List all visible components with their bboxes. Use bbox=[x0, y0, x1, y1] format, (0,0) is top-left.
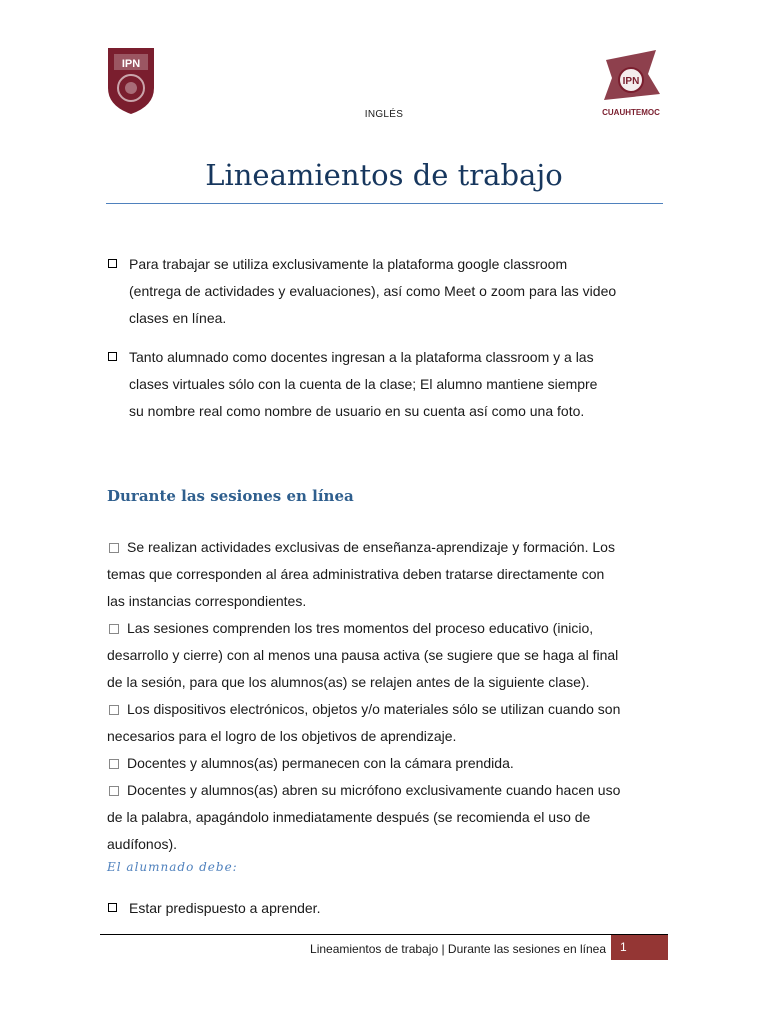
checkbox-bullet-icon bbox=[108, 903, 117, 912]
footer-rule bbox=[100, 934, 668, 935]
square-bullet-icon bbox=[109, 543, 119, 553]
logo-left-text: IPN bbox=[121, 58, 141, 70]
footer-text: Lineamientos de trabajo | Durante las sesiones en línea bbox=[310, 942, 606, 956]
bullet-line: su nombre real como nombre de usuario en su cuenta así como una foto. bbox=[129, 403, 585, 419]
session-line: de la sesión, para que los alumnos(as) se relajen antes de la siguiente clase). bbox=[107, 674, 590, 690]
session-line: Los dispositivos electrónicos, objetos y/o materiales sólo se utilizan cuando son bbox=[127, 701, 621, 717]
square-bullet-icon bbox=[109, 786, 119, 796]
subheading: El alumnado debe: bbox=[107, 860, 238, 874]
header-label: INGLÉS bbox=[364, 109, 404, 120]
bullet-line: Estar predispuesto a aprender. bbox=[129, 900, 321, 916]
logo-right-caption: CUAUHTEMOC bbox=[602, 108, 660, 117]
session-line: audífonos). bbox=[107, 836, 178, 852]
checkbox-bullet-icon bbox=[108, 352, 117, 361]
square-bullet-icon bbox=[109, 705, 119, 715]
document-title: Lineamientos de trabajo bbox=[205, 158, 563, 192]
bullet-line: Para trabajar se utiliza exclusivamente la plataforma google classroom bbox=[129, 256, 568, 272]
page-number: 1 bbox=[620, 940, 627, 954]
square-bullet-icon bbox=[109, 759, 119, 769]
bullet-item-predisposed bbox=[108, 895, 668, 922]
title-underline bbox=[106, 203, 663, 204]
session-item bbox=[107, 696, 667, 750]
session-line: Las sesiones comprenden los tres momentos del proceso educativo (inicio, bbox=[127, 620, 594, 636]
bullet-item-account bbox=[108, 344, 668, 425]
bullet-line: clases virtuales sólo con la cuenta de la clase; El alumno mantiene siempre bbox=[129, 376, 598, 392]
bullet-line: (entrega de actividades y evaluaciones), así como Meet o zoom para las video bbox=[129, 283, 617, 299]
checkbox-bullet-icon bbox=[108, 259, 117, 268]
session-item bbox=[107, 615, 667, 696]
session-line: de la palabra, apagándolo inmediatamente después (se recomienda el uso de bbox=[107, 809, 591, 825]
session-line: temas que corresponden al área administrativa deben tratarse directamente con bbox=[107, 566, 605, 582]
ipn-shield-logo bbox=[104, 44, 158, 116]
bullet-line: Tanto alumnado como docentes ingresan a la plataforma classroom y a las bbox=[129, 349, 594, 365]
session-item bbox=[107, 777, 667, 858]
square-bullet-icon bbox=[109, 624, 119, 634]
logo-right-text: IPN bbox=[622, 76, 640, 87]
session-line: Docentes y alumnos(as) permanecen con la cámara prendida. bbox=[127, 755, 514, 771]
session-line: desarrollo y cierre) con al menos una pausa activa (se sugiere que se haga al final bbox=[107, 647, 619, 663]
session-line: Se realizan actividades exclusivas de enseñanza-aprendizaje y formación. Los bbox=[127, 539, 615, 555]
session-item bbox=[107, 534, 667, 615]
session-line: necesarios para el logro de los objetivos de aprendizaje. bbox=[107, 728, 457, 744]
bullet-line: clases en línea. bbox=[129, 310, 227, 326]
session-item bbox=[107, 750, 667, 777]
page-number-badge bbox=[611, 935, 668, 960]
section-heading: Durante las sesiones en línea bbox=[107, 487, 354, 505]
bullet-item-platform bbox=[108, 251, 668, 332]
session-line: Docentes y alumnos(as) abren su micrófono exclusivamente cuando hacen uso bbox=[127, 782, 621, 798]
session-line: las instancias correspondientes. bbox=[107, 593, 307, 609]
